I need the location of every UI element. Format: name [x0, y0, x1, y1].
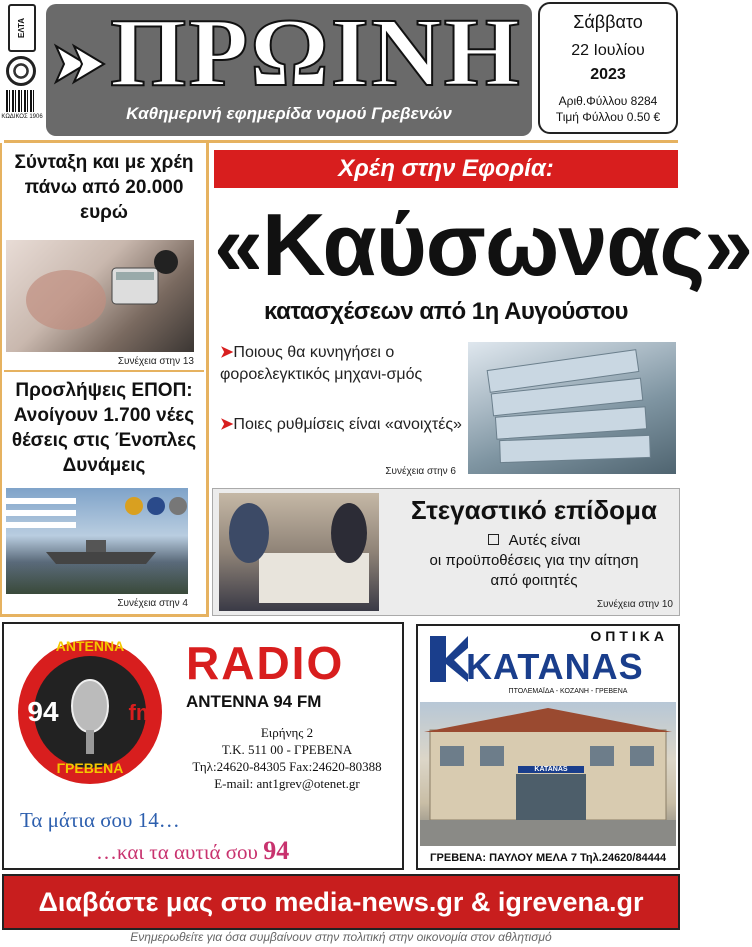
- housing-line: οι προϋποθέσεις για την αίτηση: [429, 552, 639, 569]
- calculator-icon: [6, 240, 194, 352]
- logo-number: 94: [27, 696, 59, 727]
- story-army-headline[interactable]: Προσλήψεις ΕΠΟΠ: Ανοίγουν 1.700 νέες θέσεις στις Ένοπλες Δυνάμεις: [11, 380, 197, 476]
- continued-label: Συνέχεια στην 10: [596, 599, 673, 610]
- elta-logo: ΕΛΤΑ: [8, 4, 36, 52]
- newspaper-title: ΠΡΩΙΝΗ: [110, 0, 522, 107]
- building-icon: [420, 702, 676, 846]
- divider: [4, 370, 204, 372]
- students-photo: [219, 493, 379, 611]
- circle-mark-icon: [6, 56, 36, 86]
- lead-bullet: [220, 342, 468, 386]
- optics-brand: KATANAS: [466, 646, 644, 687]
- lead-headline[interactable]: «Καύσωνας»: [214, 195, 752, 294]
- army-photo: [6, 488, 188, 594]
- banknotes-icon: [468, 342, 676, 474]
- arrow-icon: [54, 42, 108, 86]
- website-banner[interactable]: [2, 874, 680, 930]
- logo-bottom-text: ΓΡΕΒΕΝΑ: [56, 760, 124, 776]
- logo-fm: fm: [128, 700, 156, 725]
- divider: [4, 140, 678, 143]
- lead-kicker: Χρέη στην Εφορία:: [338, 155, 554, 182]
- optics-footer: ΓΡΕΒΕΝΑ: ΠΑΥΛΟΥ ΜΕΛΑ 7 Τηλ.24620/84444: [429, 852, 667, 864]
- radio-slogan-1: Τα μάτια σου 14…: [20, 808, 180, 832]
- divider: [2, 614, 208, 617]
- housing-line: από φοιτητές: [490, 572, 578, 589]
- issue-day: Σάββατο: [573, 12, 643, 32]
- shop-sign: KATANAS: [518, 766, 584, 773]
- lead-subheadline: κατασχέσεων από 1η Αυγούστου: [264, 298, 628, 325]
- logo-top-text: ΑΝΤΕΝΝΑ: [55, 638, 125, 654]
- radio-slogan-2: [96, 836, 396, 866]
- housing-headline[interactable]: Στεγαστικό επίδομα: [411, 495, 657, 525]
- email-line[interactable]: E-mail: ant1grev@otenet.gr: [214, 776, 360, 791]
- housing-text: [391, 531, 677, 591]
- phone-line: Τηλ:24620-84305 Fax:24620-80388: [192, 759, 382, 774]
- radio-title: RADIO: [186, 637, 345, 689]
- optics-locations: ΠΤΟΛΕΜΑΪΔΑ - ΚΟΖΑΝΗ - ΓΡΕΒΕΝΑ: [508, 688, 628, 695]
- radio-contact: [174, 724, 400, 792]
- shop-photo: [420, 702, 676, 846]
- newspaper-subtitle: Καθημερινή εφημερίδα νομού Γρεβενών: [126, 104, 452, 123]
- barcode-icon: [6, 90, 36, 112]
- divider: [206, 143, 209, 617]
- issue-year: 2023: [590, 66, 626, 83]
- bullet-text: Ποιους θα κυνηγήσει ο φοροελεγκτικός μηχανι-σμός: [220, 344, 423, 383]
- continued-label: Συνέχεια στην 6: [385, 466, 456, 477]
- address-line: Ειρήνης 2: [260, 725, 314, 740]
- slogan-text: …και τα αυτιά σου: [96, 840, 258, 864]
- lead-kicker-banner: [214, 150, 678, 188]
- website-banner-text: Διαβάστε μας στο media-news.gr & igrevena.gr: [38, 887, 644, 917]
- optics-advertisement[interactable]: [416, 624, 680, 870]
- divider: [0, 143, 2, 617]
- lead-bullet: [220, 414, 468, 436]
- date-box: [538, 2, 678, 134]
- housing-story: [212, 488, 680, 616]
- issue-date: 22 Ιουλίου: [571, 42, 645, 59]
- arrow-icon: ➤: [220, 344, 234, 361]
- issue-number: Αριθ.Φύλλου 8284: [558, 94, 658, 108]
- continued-label: Συνέχεια στην 4: [117, 598, 188, 609]
- masthead-title-box: [46, 0, 532, 136]
- ship-icon: [6, 488, 188, 594]
- left-strip: [0, 0, 44, 138]
- housing-line: Αυτές είναι: [508, 532, 581, 549]
- arrow-icon: ➤: [220, 416, 234, 433]
- optics-top-text: ΟΠΤΙΚΑ: [590, 628, 668, 644]
- students-icon: [219, 493, 379, 611]
- pension-photo: [6, 240, 194, 352]
- banknotes-photo: [468, 342, 676, 474]
- radio-station: ANTENNA 94 FM: [186, 692, 322, 711]
- code-label: ΚΩΔΙΚΟΣ 1906: [1, 114, 43, 120]
- story-pension-headline[interactable]: Σύνταξη και με χρέη πάνω από 20.000 ευρώ: [14, 152, 194, 223]
- issue-price: Τιμή Φύλλου 0.50 €: [555, 110, 661, 124]
- tagline: Ενημερωθείτε για όσα συμβαίνουν στην πολιτική στην οικονομία στον αθλητισμό: [130, 930, 552, 944]
- slogan-number: 94: [263, 836, 290, 865]
- radio-advertisement[interactable]: [2, 622, 404, 870]
- bullet-text: Ποιες ρυθμίσεις είναι «ανοιχτές»: [233, 416, 462, 433]
- continued-label: Συνέχεια στην 13: [117, 356, 194, 367]
- address-line: Τ.Κ. 511 00 - ΓΡΕΒΕΝΑ: [221, 742, 353, 757]
- checkbox-icon: [488, 534, 499, 545]
